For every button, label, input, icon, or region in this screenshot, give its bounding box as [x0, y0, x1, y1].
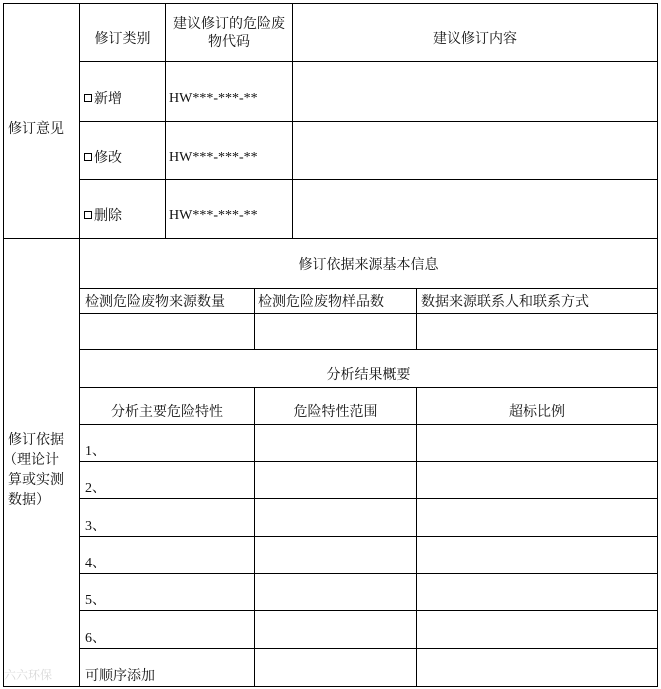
s2-row-divider-1	[79, 461, 658, 462]
row-type-add: 新增	[84, 90, 122, 108]
s2-summary-title-bottom	[79, 387, 658, 388]
s2-row-divider-3	[79, 536, 658, 537]
s2-row-divider-4	[79, 573, 658, 574]
row-type-modify: 修改	[84, 149, 122, 167]
s2-source-header-bottom	[79, 313, 658, 314]
basis-label-line-2: （理论计	[3, 452, 59, 468]
row-type-delete: 删除	[84, 207, 122, 225]
s2-row-divider-2	[79, 498, 658, 499]
s1-header-bottom	[79, 61, 658, 62]
table-border-top	[3, 3, 658, 4]
analysis-row-4: 4、	[85, 556, 106, 571]
table-border-left	[3, 3, 4, 687]
checkbox-modify[interactable]	[84, 153, 92, 161]
s2-analysis-col-divider-1	[254, 387, 255, 687]
row-code-modify: HW***-***-**	[169, 150, 258, 165]
row-code-add: HW***-***-**	[169, 91, 258, 106]
watermark-logo: 六六环保	[4, 668, 53, 682]
section-divider	[3, 238, 658, 239]
table-border-right	[657, 3, 658, 687]
checkbox-delete[interactable]	[84, 211, 92, 219]
row-code-delete: HW***-***-**	[169, 208, 258, 223]
basis-label-line-4: 数据）	[8, 492, 50, 508]
analysis-row-6: 6、	[85, 631, 106, 646]
basis-label-line-3: 算或实测	[8, 472, 64, 488]
revision-opinion-label: 修订意见	[8, 121, 64, 137]
source-header-samples: 检测危险废物样品数	[258, 294, 384, 310]
analysis-header-property: 分析主要危险特性	[111, 404, 223, 420]
s1-row-divider-2	[79, 179, 658, 180]
header-revision-type: 修订类别	[94, 31, 151, 47]
summary-title: 分析结果概要	[326, 367, 411, 383]
analysis-row-add-more: 可顺序添加	[85, 668, 155, 684]
source-header-contact: 数据来源联系人和联系方式	[421, 294, 589, 310]
analysis-header-range: 危险特性范围	[293, 404, 378, 420]
analysis-row-2: 2、	[85, 481, 106, 496]
analysis-row-3: 3、	[85, 519, 106, 534]
s2-source-value-bottom	[79, 349, 658, 350]
checkbox-add[interactable]	[84, 94, 92, 102]
left-column-divider	[79, 3, 80, 687]
analysis-row-5: 5、	[85, 593, 106, 608]
s2-source-col-divider-1	[254, 288, 255, 349]
source-header-count: 检测危险废物来源数量	[85, 294, 225, 310]
analysis-header-ratio: 超标比例	[509, 404, 565, 420]
s1-row-divider-1	[79, 121, 658, 122]
source-info-title: 修订依据来源基本信息	[298, 257, 439, 273]
s2-row-divider-6	[79, 648, 658, 649]
s2-source-title-bottom	[79, 288, 658, 289]
s2-source-col-divider-2	[416, 288, 417, 349]
basis-label-line-1: 修订依据	[8, 432, 64, 448]
header-revision-content: 建议修订内容	[433, 31, 517, 47]
table-border-bottom	[3, 686, 658, 687]
s2-analysis-col-divider-2	[416, 387, 417, 687]
header-waste-code: 建议修订的危险废物代码	[173, 16, 285, 50]
s2-row-divider-5	[79, 610, 658, 611]
s2-analysis-header-bottom	[79, 424, 658, 425]
analysis-row-1: 1、	[85, 444, 106, 459]
